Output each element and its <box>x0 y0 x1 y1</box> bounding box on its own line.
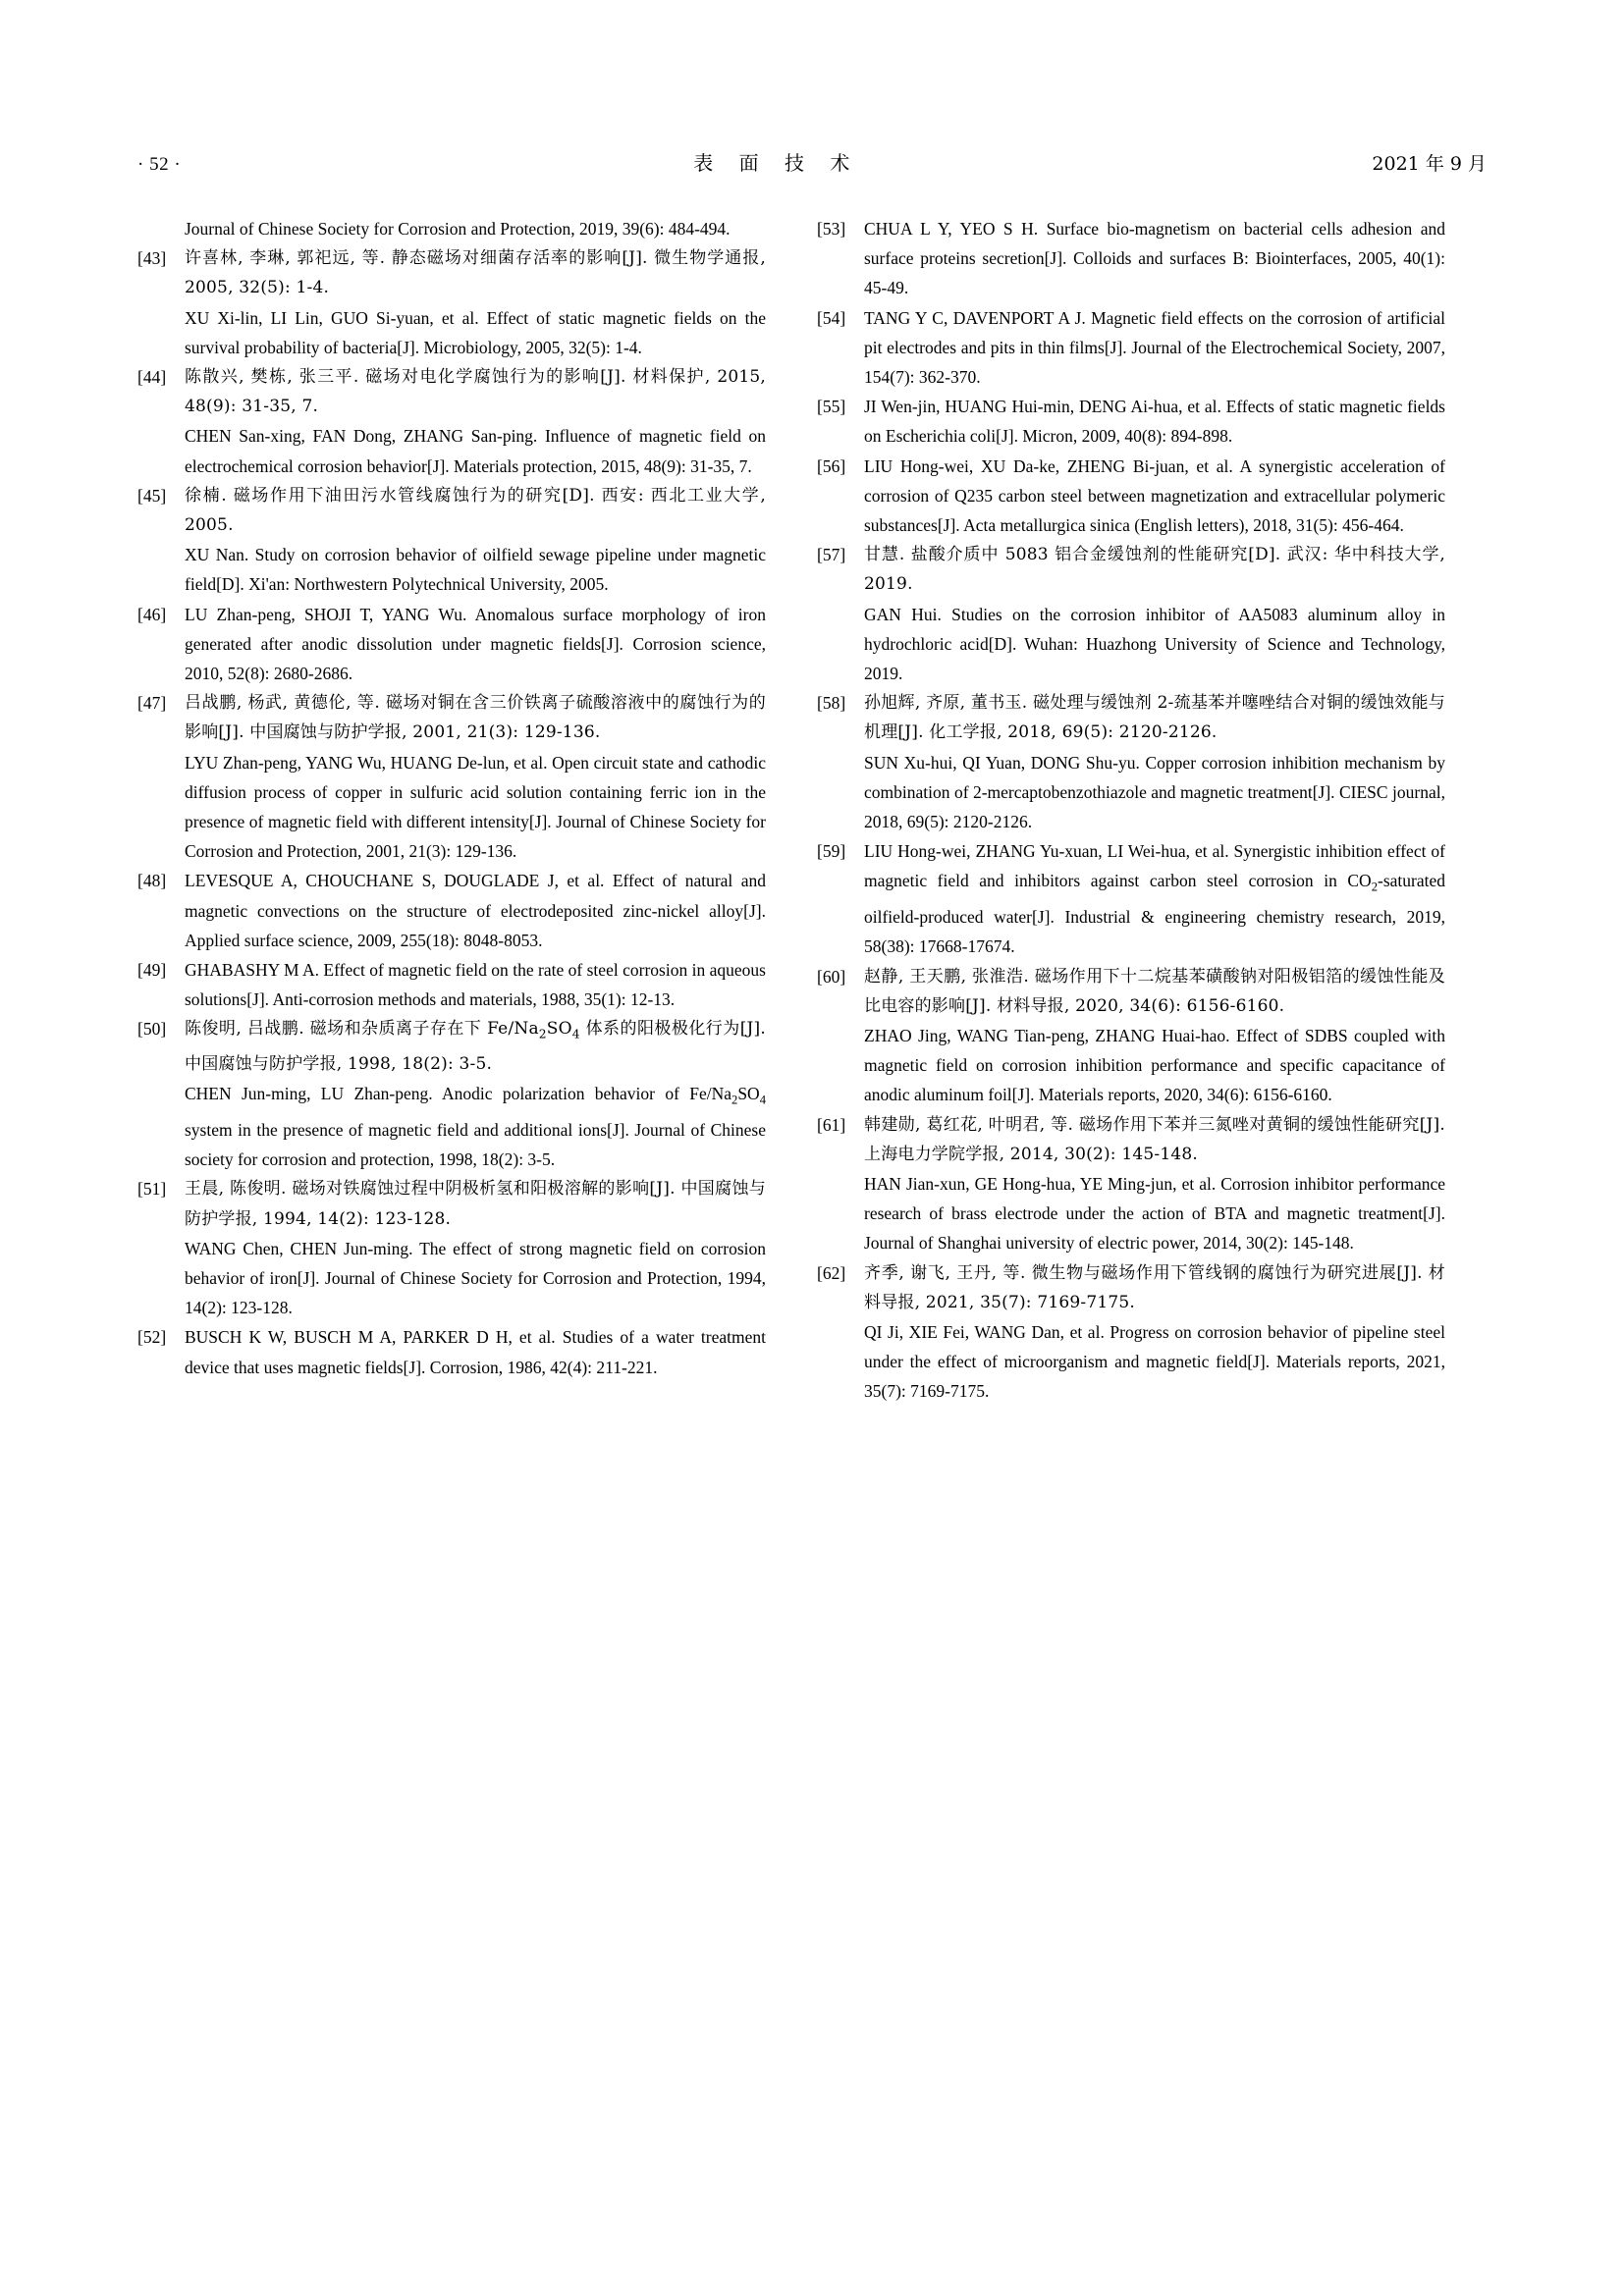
reference-entry <box>817 303 1445 393</box>
reference-entry <box>817 452 1445 541</box>
reference-text: 韩建勋, 葛红花, 叶明君, 等. 磁场作用下苯并三氮唑对黄铜的缓蚀性能研究[J]. 上海电力学院学报, 2014, 30(2): 145-148. <box>864 1114 1445 1164</box>
reference-text: LEVESQUE A, CHOUCHANE S, DOUGLADE J, et al. Effect of natural and magnetic convections on the structure of electrodeposited zinc-nickel alloy[J]. Applied surface science, 2009, 255(18): 8048-8053. <box>185 871 766 950</box>
reference-number: [50] <box>137 1019 167 1040</box>
reference-text: 王晨, 陈俊明. 磁场对铁腐蚀过程中阴极析氢和阳极溶解的影响[J]. 中国腐蚀与防护学报, 1994, 14(2): 123-128. <box>185 1179 766 1229</box>
reference-text: 徐楠. 磁场作用下油田污水管线腐蚀行为的研究[D]. 西安: 西北工业大学, 2005. <box>185 485 766 536</box>
reference-number: [59] <box>817 841 846 862</box>
reference-entry <box>137 600 766 689</box>
reference-entry <box>137 1322 766 1381</box>
reference-number: [47] <box>137 693 167 714</box>
left-column <box>137 214 766 1407</box>
reference-number: [61] <box>817 1114 846 1135</box>
reference-translation: XU Nan. Study on corrosion behavior of oilfield sewage pipeline under magnetic field[D]. Xi'an: Northwestern Polytechnical University, 2005. <box>185 545 766 595</box>
reference-text: CHUA L Y, YEO S H. Surface bio-magnetism on bacterial cells adhesion and surface proteins secretion[J]. Colloids and surfaces B: Biointerfaces, 2005, 40(1): 45-49. <box>864 219 1445 298</box>
reference-translation: WANG Chen, CHEN Jun-ming. The effect of strong magnetic field on corrosion behavior of iron[J]. Journal of Chinese Society for Corrosion and Protection, 1994, 14(2): 123-128. <box>185 1238 766 1318</box>
right-column <box>817 214 1445 1407</box>
reference-entry <box>137 243 766 302</box>
reference-translation: QI Ji, XIE Fei, WANG Dan, et al. Progress on corrosion behavior of pipeline steel under the effect of microorganism and magnetic field[J]. Materials reports, 2021, 35(7): 7169-7175. <box>864 1322 1445 1402</box>
reference-entry <box>817 540 1445 599</box>
reference-translation: Journal of Chinese Society for Corrosion and Protection, 2019, 39(6): 484-494. <box>185 219 731 239</box>
reference-entry <box>137 362 766 421</box>
reference-translation: CHEN Jun-ming, LU Zhan-peng. Anodic polarization behavior of $Fe/Na_2SO_4$ system in the presence of magnetic field and additional ions[J]. Journal of Chinese society for corrosion and protection, 1998, 18(2): 3-5. <box>185 1084 766 1170</box>
reference-number: [44] <box>137 367 167 388</box>
reference-translation: GAN Hui. Studies on the corrosion inhibitor of AA5083 aluminum alloy in hydrochloric acid[D]. Wuhan: Huazhong University of Science and Technology, 2019. <box>864 604 1445 684</box>
reference-text: LIU Hong-wei, ZHANG Yu-xuan, LI Wei-hua, et al. Synergistic inhibition effect of magnetic field and inhibitors against carbon steel corrosion in $CO_2$-saturated oilfield-produced water[J]. Industrial & engineering chemistry research, 2019, 58(38): 17668-17674. <box>864 841 1445 957</box>
issue-date: 2021 年 9 月 <box>1372 153 1487 175</box>
reference-text: 齐季, 谢飞, 王丹, 等. 微生物与磁场作用下管线钢的腐蚀行为研究进展[J]. 材料导报, 2021, 35(7): 7169-7175. <box>864 1262 1445 1312</box>
reference-entry <box>137 481 766 540</box>
reference-number: [53] <box>817 219 846 239</box>
reference-entry <box>817 1110 1445 1169</box>
journal-title: 表 面 技 术 <box>693 151 860 175</box>
reference-entry <box>137 1014 766 1079</box>
reference-number: [58] <box>817 693 846 714</box>
reference-entry <box>817 214 1445 303</box>
reference-entry <box>817 836 1445 961</box>
reference-text: 陈散兴, 樊栋, 张三平. 磁场对电化学腐蚀行为的影响[J]. 材料保护, 2015, 48(9): 31-35, 7. <box>185 367 766 417</box>
reference-text: GHABASHY M A. Effect of magnetic field on the rate of steel corrosion in aqueous solutions[J]. Anti-corrosion methods and materials, 1988, 35(1): 12-13. <box>185 960 766 1010</box>
reference-number: [62] <box>817 1262 846 1283</box>
reference-entry <box>137 688 766 747</box>
reference-entry <box>137 866 766 955</box>
reference-entry <box>817 688 1445 747</box>
page-header <box>137 147 1487 176</box>
reference-text: JI Wen-jin, HUANG Hui-min, DENG Ai-hua, et al. Effects of static magnetic fields on Escherichia coli[J]. Micron, 2009, 40(8): 894-898. <box>864 397 1445 447</box>
reference-text: 吕战鹏, 杨武, 黄德伦, 等. 磁场对铜在含三价铁离子硫酸溶液中的腐蚀行为的影响[J]. 中国腐蚀与防护学报, 2001, 21(3): 129-136. <box>185 693 766 743</box>
reference-text: LIU Hong-wei, XU Da-ke, ZHENG Bi-juan, et al. A synergistic acceleration of corrosion of Q235 carbon steel between magnetization and extracellular polymeric substances[J]. Acta metallurgica sinica (English letters), 2018, 31(5): 456-464. <box>864 455 1445 536</box>
reference-text: 甘慧. 盐酸介质中 5083 铝合金缓蚀剂的性能研究[D]. 武汉: 华中科技大学, 2019. <box>864 545 1445 595</box>
reference-number: [56] <box>817 455 846 476</box>
reference-number: [52] <box>137 1327 167 1348</box>
reference-entry <box>817 392 1445 451</box>
reference-number: [57] <box>817 545 846 565</box>
reference-number: [46] <box>137 604 167 624</box>
reference-text: 陈俊明, 吕战鹏. 磁场和杂质离子存在下 $Fe/Na_2SO_4$ 体系的阳极极化行为[J]. 中国腐蚀与防护学报, 1998, 18(2): 3-5. <box>185 1019 766 1075</box>
reference-translation: ZHAO Jing, WANG Tian-peng, ZHANG Huai-hao. Effect of SDBS coupled with magnetic field on corrosion inhibition performance and specific capacitance of anodic aluminum foil[J]. Materials reports, 2020, 34(6): 6156-6160. <box>864 1025 1445 1105</box>
reference-translation: CHEN San-xing, FAN Dong, ZHANG San-ping. Influence of magnetic field on electrochemical corrosion behavior[J]. Materials protection, 2015, 48(9): 31-35, 7. <box>185 426 766 476</box>
reference-number: [60] <box>817 966 846 987</box>
reference-text: BUSCH K W, BUSCH M A, PARKER D H, et al. Studies of a water treatment device that uses magnetic fields[J]. Corrosion, 1986, 42(4): 211-221. <box>185 1327 766 1377</box>
reference-text: 许喜林, 李琳, 郭祀远, 等. 静态磁场对细菌存活率的影响[J]. 微生物学通报, 2005, 32(5): 1-4. <box>185 248 766 298</box>
reference-text: 赵静, 王天鹏, 张淮浩. 磁场作用下十二烷基苯磺酸钠对阳极铝箔的缓蚀性能及比电容的影响[J]. 材料导报, 2020, 34(6): 6156-6160. <box>864 966 1445 1016</box>
reference-translation: XU Xi-lin, LI Lin, GUO Si-yuan, et al. Effect of static magnetic fields on the survival probability of bacteria[J]. Microbiology, 2005, 32(5): 1-4. <box>185 307 766 357</box>
reference-number: [54] <box>817 307 846 328</box>
reference-entry <box>817 1258 1445 1317</box>
reference-number: [48] <box>137 871 167 891</box>
reference-number: [49] <box>137 960 167 981</box>
reference-number: [55] <box>817 397 846 417</box>
reference-columns <box>137 214 1494 1407</box>
reference-translation: SUN Xu-hui, QI Yuan, DONG Shu-yu. Copper corrosion inhibition mechanism by combination of 2-mercaptobenzothiazole and magnetic treatment[J]. CIESC journal, 2018, 69(5): 2120-2126. <box>864 752 1445 832</box>
reference-entry <box>137 1174 766 1233</box>
page-number: · 52 · <box>137 154 182 175</box>
reference-text: TANG Y C, DAVENPORT A J. Magnetic field effects on the corrosion of artificial pit electrodes and pits in thin films[J]. Journal of the Electrochemical Society, 2007, 154(7): 362-370. <box>864 307 1445 388</box>
reference-entry <box>817 962 1445 1021</box>
reference-translation: LYU Zhan-peng, YANG Wu, HUANG De-lun, et al. Open circuit state and cathodic diffusion process of copper in sulfuric acid solution containing ferric ion in the presence of magnetic field with different intensity[J]. Journal of Chinese Society for Corrosion and Protection, 2001, 21(3): 129-136. <box>185 752 766 862</box>
reference-number: [51] <box>137 1179 167 1200</box>
reference-text: 孙旭辉, 齐原, 董书玉. 磁处理与缓蚀剂 2-巯基苯并噻唑结合对铜的缓蚀效能与机理[J]. 化工学报, 2018, 69(5): 2120-2126. <box>864 693 1445 743</box>
reference-entry <box>137 955 766 1014</box>
reference-translation: HAN Jian-xun, GE Hong-hua, YE Ming-jun, et al. Corrosion inhibitor performance research of brass electrode under the action of BTA and magnetic treatment[J]. Journal of Shanghai university of electric power, 2014, 30(2): 145-148. <box>864 1174 1445 1254</box>
reference-number: [45] <box>137 485 167 506</box>
reference-text: LU Zhan-peng, SHOJI T, YANG Wu. Anomalous surface morphology of iron generated after anodic dissolution under magnetic fields[J]. Corrosion science, 2010, 52(8): 2680-2686. <box>185 604 766 684</box>
reference-number: [43] <box>137 248 167 269</box>
